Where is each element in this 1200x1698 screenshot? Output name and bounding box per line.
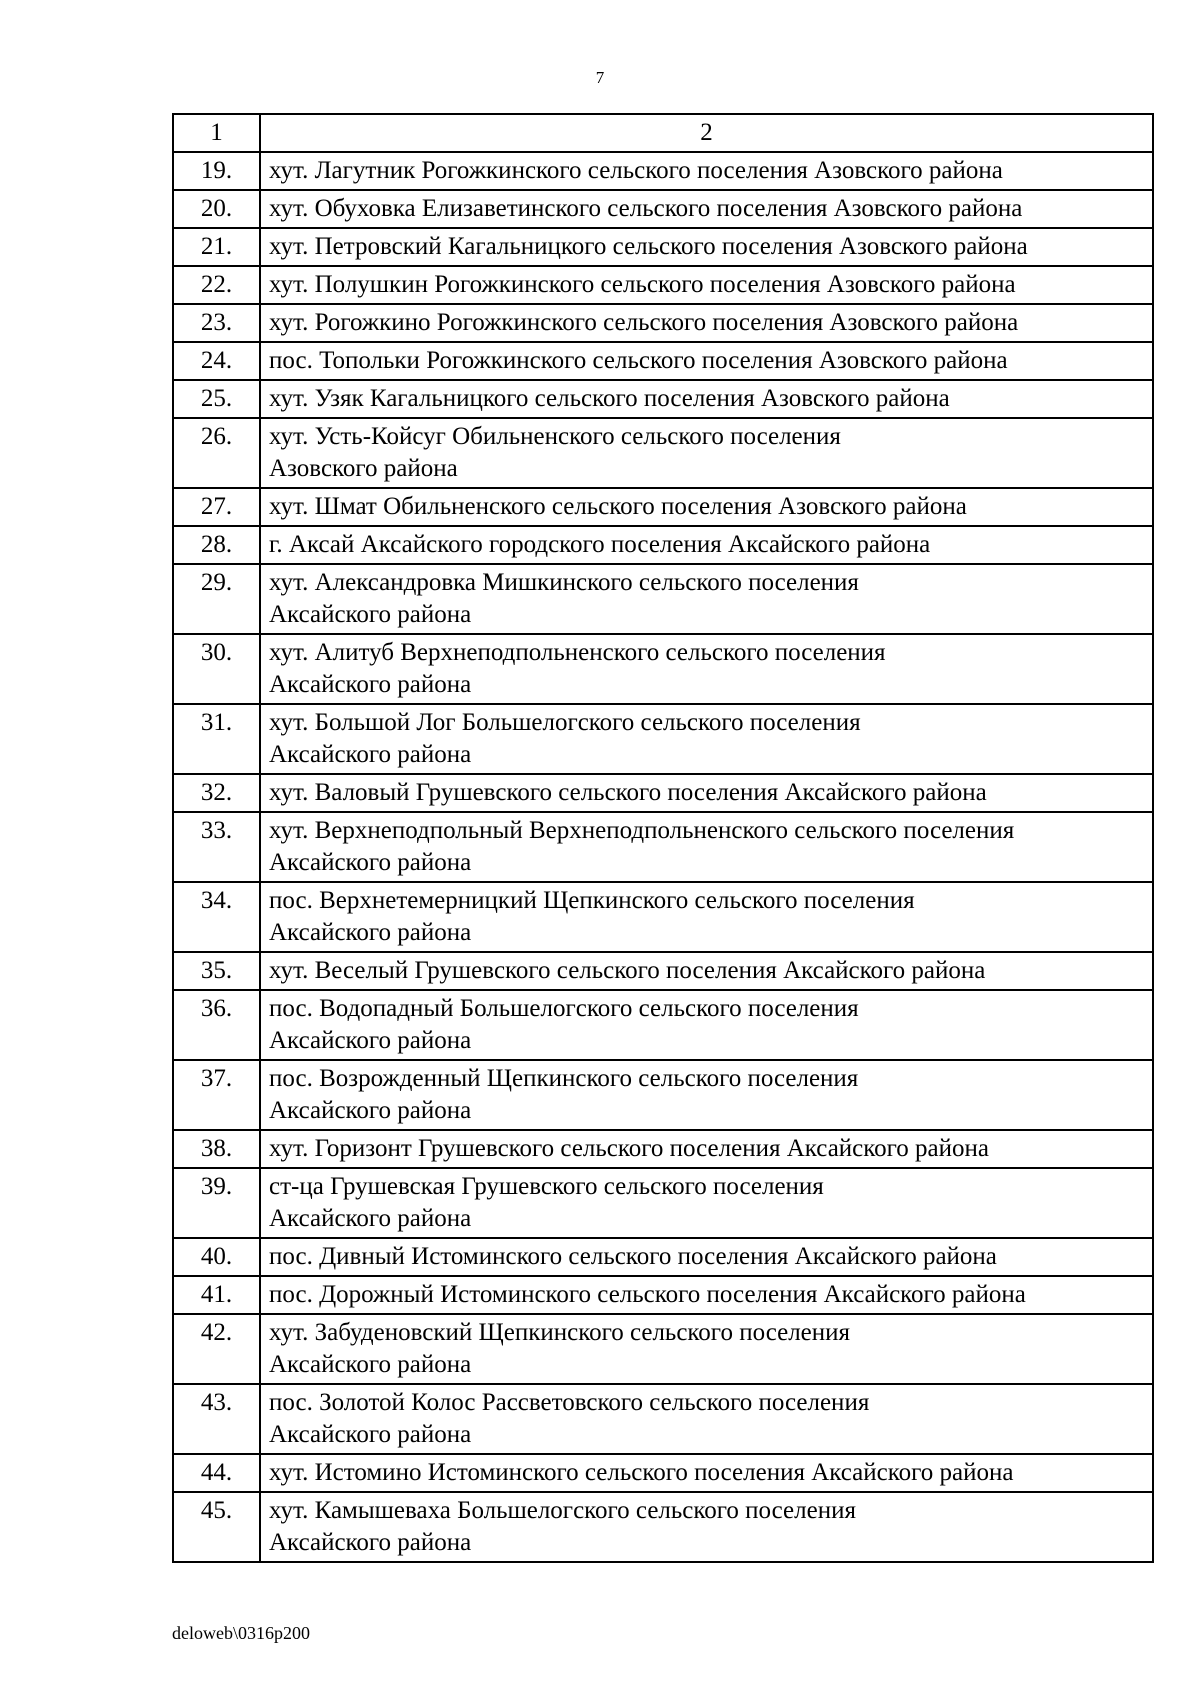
row-number: 39. — [173, 1168, 260, 1238]
row-number: 40. — [173, 1238, 260, 1276]
table-row — [173, 1454, 1153, 1492]
table-row — [173, 634, 1153, 704]
settlement-name: хут. Веселый Грушевского сельского поселения Аксайского района — [260, 952, 1153, 990]
table-row — [173, 990, 1153, 1060]
row-number: 41. — [173, 1276, 260, 1314]
table-row — [173, 1060, 1153, 1130]
row-number: 20. — [173, 190, 260, 228]
table-row — [173, 1130, 1153, 1168]
table-row — [173, 812, 1153, 882]
settlement-name: пос. Верхнетемерницкий Щепкинского сельского поселения Аксайского района — [260, 882, 1153, 952]
settlement-name: пос. Топольки Рогожкинского сельского поселения Азовского района — [260, 342, 1153, 380]
settlement-name: ст-ца Грушевская Грушевского сельского поселения Аксайского района — [260, 1168, 1153, 1238]
table-row — [173, 418, 1153, 488]
table-row — [173, 1314, 1153, 1384]
row-number: 38. — [173, 1130, 260, 1168]
table-row — [173, 526, 1153, 564]
settlement-name: хут. Рогожкино Рогожкинского сельского поселения Азовского района — [260, 304, 1153, 342]
settlement-name: хут. Александровка Мишкинского сельского поселения Аксайского района — [260, 564, 1153, 634]
table-row — [173, 342, 1153, 380]
settlement-name: хут. Лагутник Рогожкинского сельского поселения Азовского района — [260, 152, 1153, 190]
settlement-name: хут. Алитуб Верхнеподпольненского сельского поселения Аксайского района — [260, 634, 1153, 704]
table-row — [173, 774, 1153, 812]
table-row — [173, 190, 1153, 228]
document-footer-code: deloweb\0316p200 — [172, 1623, 310, 1643]
table-row — [173, 488, 1153, 526]
table-row — [173, 228, 1153, 266]
settlement-name: хут. Полушкин Рогожкинского сельского поселения Азовского района — [260, 266, 1153, 304]
table-row — [173, 304, 1153, 342]
row-number: 31. — [173, 704, 260, 774]
row-number: 45. — [173, 1492, 260, 1562]
row-number: 42. — [173, 1314, 260, 1384]
table-row — [173, 1384, 1153, 1454]
row-number: 22. — [173, 266, 260, 304]
row-number: 44. — [173, 1454, 260, 1492]
row-number: 30. — [173, 634, 260, 704]
table-header-row — [173, 114, 1153, 152]
settlement-name: хут. Валовый Грушевского сельского поселения Аксайского района — [260, 774, 1153, 812]
table-row — [173, 266, 1153, 304]
row-number: 23. — [173, 304, 260, 342]
settlement-name: хут. Петровский Кагальницкого сельского поселения Азовского района — [260, 228, 1153, 266]
settlement-name: хут. Забуденовский Щепкинского сельского поселения Аксайского района — [260, 1314, 1153, 1384]
settlement-name: хут. Верхнеподпольный Верхнеподпольненского сельского поселения Аксайского района — [260, 812, 1153, 882]
row-number: 36. — [173, 990, 260, 1060]
row-number: 34. — [173, 882, 260, 952]
row-number: 19. — [173, 152, 260, 190]
row-number: 33. — [173, 812, 260, 882]
settlement-name: пос. Дивный Истоминского сельского поселения Аксайского района — [260, 1238, 1153, 1276]
row-number: 37. — [173, 1060, 260, 1130]
row-number: 27. — [173, 488, 260, 526]
column-header-name: 2 — [260, 114, 1153, 152]
row-number: 21. — [173, 228, 260, 266]
row-number: 24. — [173, 342, 260, 380]
table-row — [173, 1492, 1153, 1562]
column-header-number: 1 — [173, 114, 260, 152]
row-number: 25. — [173, 380, 260, 418]
settlement-name: пос. Золотой Колос Рассветовского сельского поселения Аксайского района — [260, 1384, 1153, 1454]
settlement-name: хут. Горизонт Грушевского сельского поселения Аксайского района — [260, 1130, 1153, 1168]
table-row — [173, 564, 1153, 634]
table-row — [173, 1276, 1153, 1314]
settlement-name: хут. Узяк Кагальницкого сельского поселения Азовского района — [260, 380, 1153, 418]
settlement-name: хут. Шмат Обильненского сельского поселения Азовского района — [260, 488, 1153, 526]
table-row — [173, 952, 1153, 990]
settlement-name: пос. Водопадный Большелогского сельского поселения Аксайского района — [260, 990, 1153, 1060]
row-number: 28. — [173, 526, 260, 564]
table-row — [173, 1168, 1153, 1238]
page-number: 7 — [595, 68, 605, 87]
table-row — [173, 152, 1153, 190]
settlement-name: хут. Обуховка Елизаветинского сельского поселения Азовского района — [260, 190, 1153, 228]
table-row — [173, 882, 1153, 952]
settlement-name: пос. Дорожный Истоминского сельского поселения Аксайского района — [260, 1276, 1153, 1314]
settlements-table — [172, 113, 1154, 1563]
settlement-name: г. Аксай Аксайского городского поселения Аксайского района — [260, 526, 1153, 564]
settlement-name: хут. Камышеваха Большелогского сельского поселения Аксайского района — [260, 1492, 1153, 1562]
settlement-name: пос. Возрожденный Щепкинского сельского поселения Аксайского района — [260, 1060, 1153, 1130]
row-number: 43. — [173, 1384, 260, 1454]
table-row — [173, 1238, 1153, 1276]
settlement-name: хут. Усть-Койсуг Обильненского сельского поселения Азовского района — [260, 418, 1153, 488]
row-number: 26. — [173, 418, 260, 488]
table-row — [173, 704, 1153, 774]
row-number: 29. — [173, 564, 260, 634]
row-number: 35. — [173, 952, 260, 990]
settlement-name: хут. Истомино Истоминского сельского поселения Аксайского района — [260, 1454, 1153, 1492]
settlement-name: хут. Большой Лог Большелогского сельского поселения Аксайского района — [260, 704, 1153, 774]
table-row — [173, 380, 1153, 418]
row-number: 32. — [173, 774, 260, 812]
